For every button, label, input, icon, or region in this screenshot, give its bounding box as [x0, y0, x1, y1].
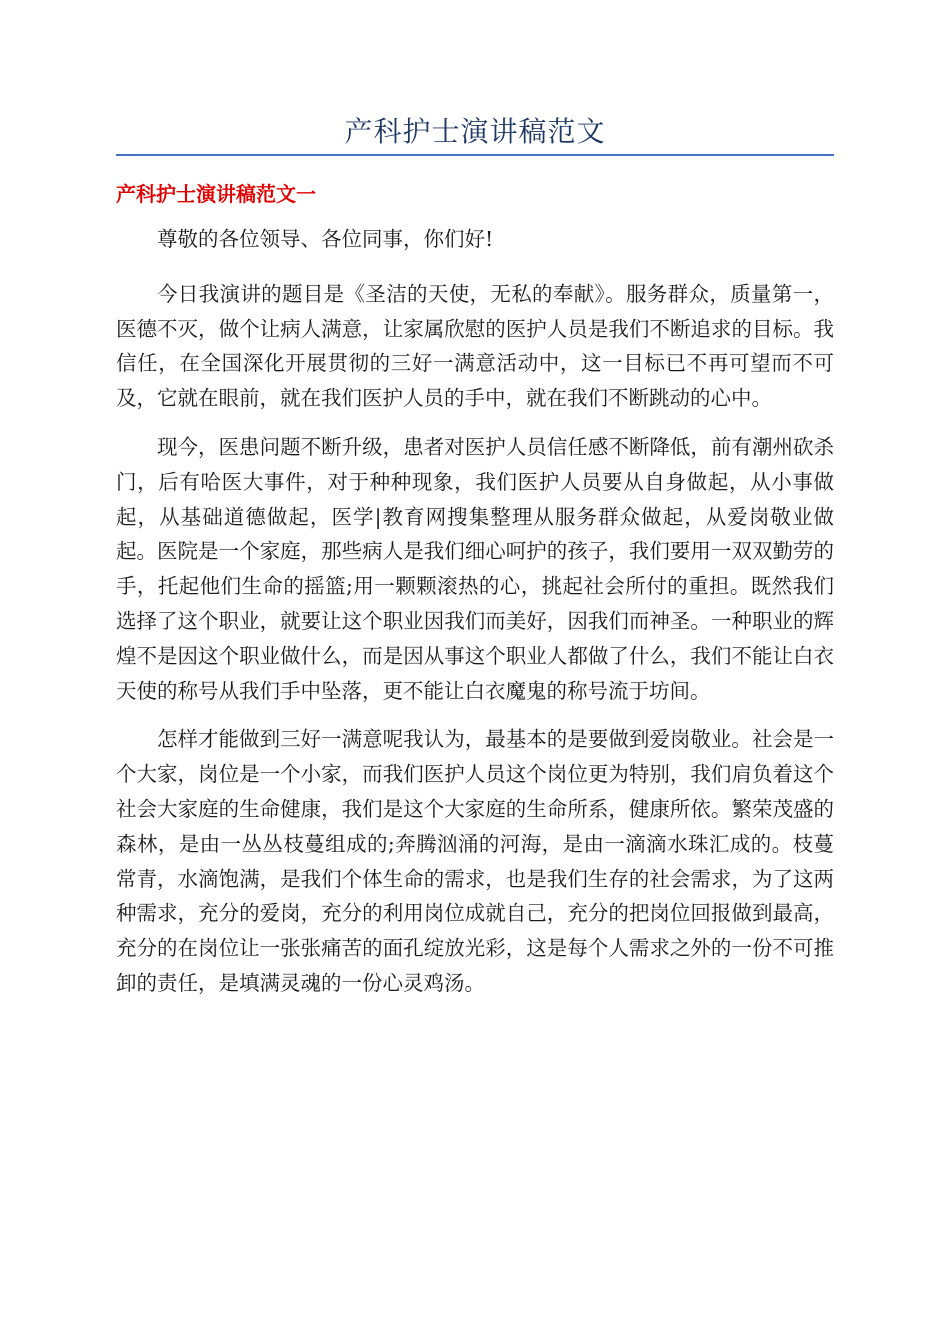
paragraph: 怎样才能做到三好一满意呢我认为，最基本的是要做到爱岗敬业。社会是一个大家，岗位是一个小家，而我们医护人员这个岗位更为特别，我们肩负着这个社会大家庭的生命健康，我们是这个大家庭的生命所系，健康所依。繁荣茂盛的森林，是由一丛丛枝蔓组成的;奔腾汹涌的河海，是由一滴滴水珠汇成的。枝蔓常青，水滴饱满，是我们个体生命的需求，也是我们生存的社会需求，为了这两种需求，充分的爱岗，充分的利用岗位成就自己，充分的把岗位回报做到最高，充分的在岗位让一张张痛苦的面孔绽放光彩，这是每个人需求之外的一份不可推卸的责任，是填满灵魂的一份心灵鸡汤。 [116, 727, 834, 995]
section-heading: 产科护士演讲稿范文一 [116, 182, 316, 206]
document-body [116, 222, 834, 1015]
paragraph-greeting: 尊敬的各位领导、各位同事，你们好! [157, 227, 494, 251]
document-title: 产科护士演讲稿范文 [344, 115, 606, 148]
paragraph: 今日我演讲的题目是《圣洁的天使，无私的奉献》。服务群众，质量第一，医德不灭，做个让病人满意，让家属欣慰的医护人员是我们不断追求的目标。我信任，在全国深化开展贯彻的三好一满意活动中，这一目标已不再可望而不可及，它就在眼前，就在我们医护人员的手中，就在我们不断跳动的心中。 [116, 281, 834, 411]
paragraph: 现今，医患问题不断升级，患者对医护人员信任感不断降低，前有潮州砍杀门，后有哈医大事件，对于种种现象，我们医护人员要从自身做起，从小事做起，从基础道德做起，医学|教育网搜集整理从服务群众做起，从爱岗敬业做起。医院是一个家庭，那些病人是我们细心呵护的孩子，我们要用一双双勤劳的手，托起他们生命的摇篮;用一颗颗滚热的心，挑起社会所付的重担。既然我们选择了这个职业，就要让这个职业因我们而美好，因我们而神圣。一种职业的辉煌不是因这个职业做什么，而是因从事这个职业人都做了什么，我们不能让白衣天使的称号从我们手中坠落，更不能让白衣魔鬼的称号流于坊间。 [116, 434, 834, 703]
title-underline [116, 154, 834, 156]
